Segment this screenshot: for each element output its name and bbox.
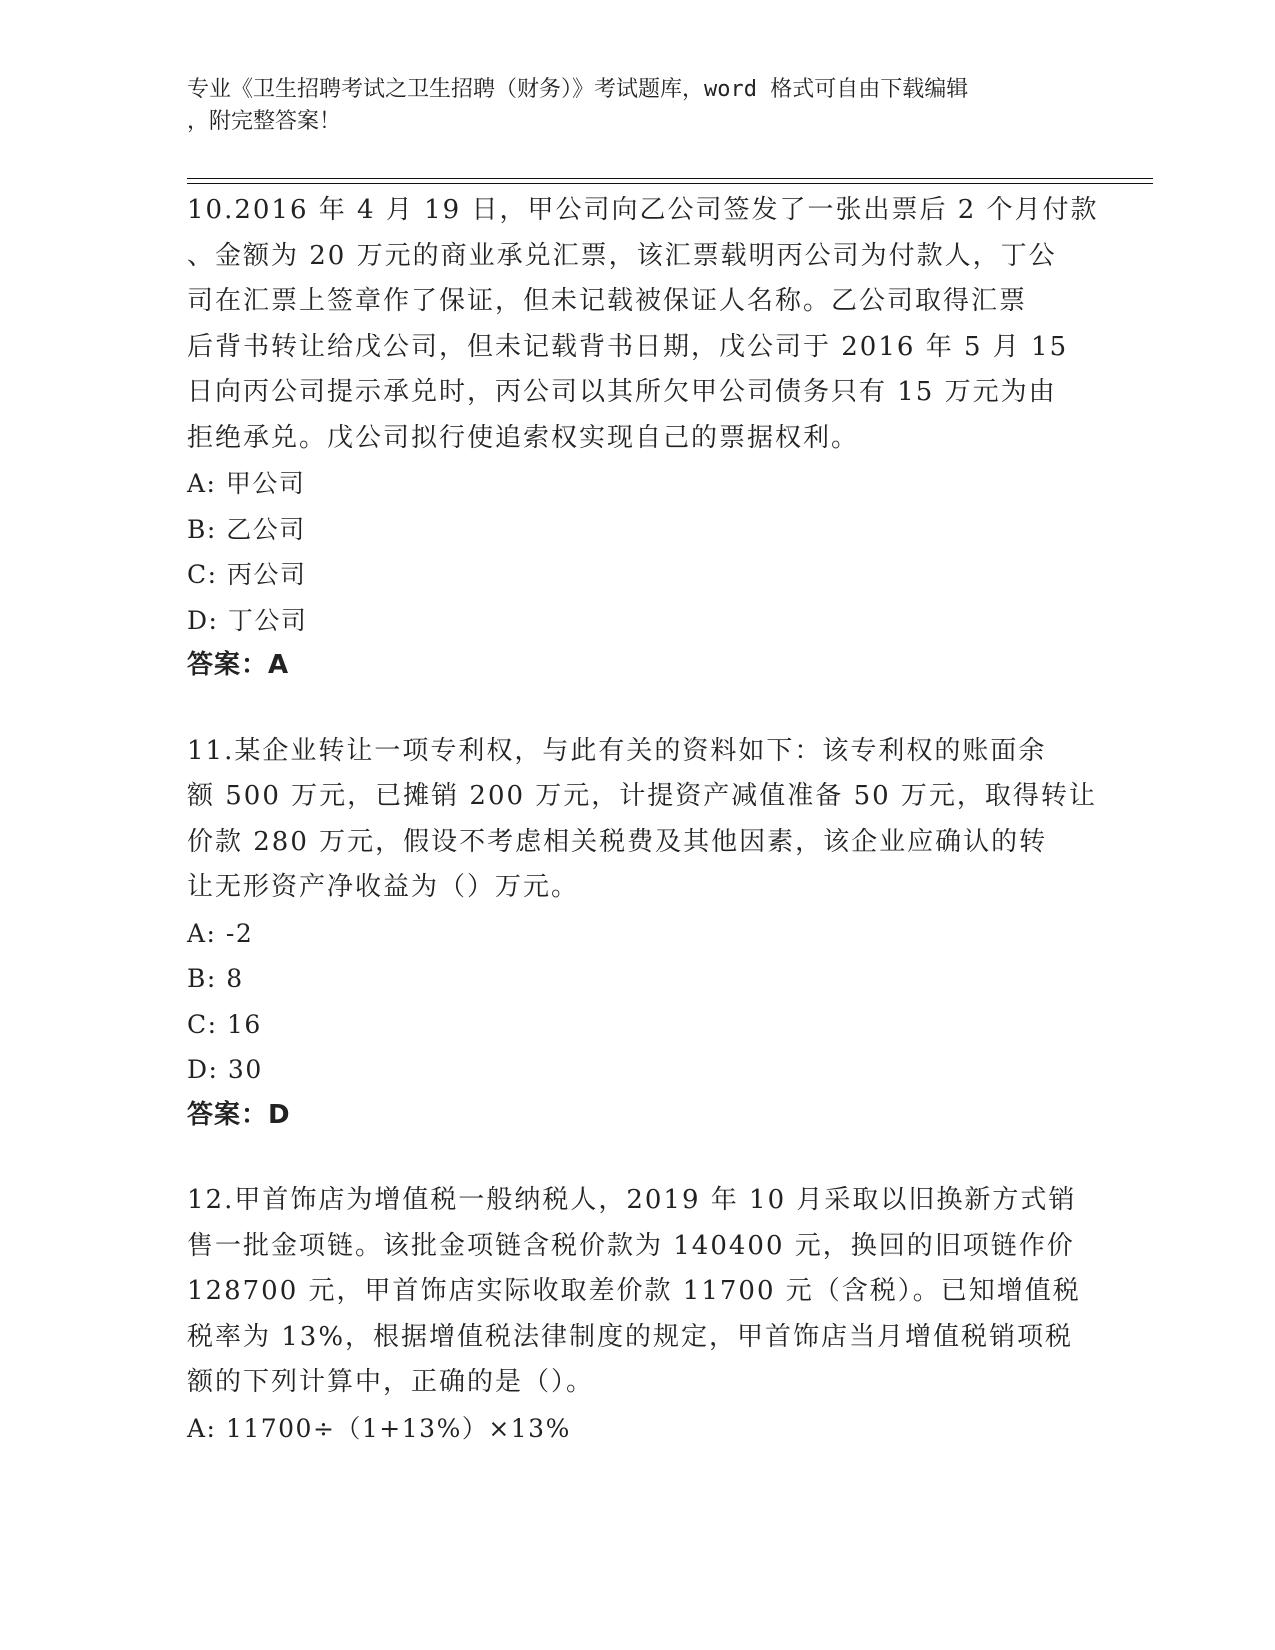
header-divider xyxy=(187,183,1153,184)
question-text-line: 让无形资产净收益为（）万元。 xyxy=(187,872,580,902)
question-text-line: 、金额为 20 万元的商业承兑汇票，该汇票载明丙公司为付款人，丁公 xyxy=(187,240,1057,271)
question-text-line: 12.甲首饰店为增值税一般纳税人，2019 年 10 月采取以旧换新方式销 xyxy=(187,1185,1077,1215)
answer-label: 答案：A xyxy=(187,650,290,680)
question-text-line: 10.2016 年 4 月 19 日，甲公司向乙公司签发了一张出票后 2 个月付款 xyxy=(187,195,1099,225)
question-gap xyxy=(187,689,1087,729)
header-divider xyxy=(187,178,1153,179)
question-11 xyxy=(187,729,1097,1139)
question-text-line: 司在汇票上签章作了保证，但未记载被保证人名称。乙公司取得汇票 xyxy=(187,286,1028,316)
question-text-line: 税率为 13%，根据增值税法律制度的规定，甲首饰店当月增值税销项税 xyxy=(187,1321,1074,1352)
option-c: C: 丙公司 xyxy=(187,560,307,589)
question-text-line: 价款 280 万元，假设不考虑相关税费及其他因素，该企业应确认的转 xyxy=(187,826,1048,857)
question-text-line: 售一批金项链。该批金项链含税价款为 140400 元，换回的旧项链作价 xyxy=(187,1230,1075,1261)
question-text-line: 128700 元，甲首饰店实际收取差价款 11700 元（含税）。已知增值税 xyxy=(187,1276,1081,1306)
question-text-line: 11.某企业转让一项专利权，与此有关的资料如下：该专利权的账面余 xyxy=(187,735,1047,766)
question-gap xyxy=(187,1138,1087,1178)
question-text-line: 额的下列计算中，正确的是（）。 xyxy=(187,1367,595,1397)
option-b: B: 乙公司 xyxy=(187,514,306,544)
question-12 xyxy=(187,1178,1087,1451)
option-d: D: 丁公司 xyxy=(187,605,308,635)
option-a: A: 11700÷（1+13%）×13% xyxy=(187,1413,571,1443)
question-text-line: 日向丙公司提示承兑时，丙公司以其所欠甲公司债务只有 15 万元为由 xyxy=(187,377,1057,407)
header-line: 专业《卫生招聘考试之卫生招聘（财务）》考试题库，word 格式可自由下载编辑 xyxy=(187,77,969,102)
header-line: ，附完整答案！ xyxy=(187,109,342,134)
question-text-line: 后背书转让给戊公司，但未记载背书日期，戊公司于 2016 年 5 月 15 xyxy=(187,331,1069,362)
document-header xyxy=(187,74,1067,138)
question-text-line: 拒绝承兑。戊公司拟行使追索权实现自己的票据权利。 xyxy=(187,422,860,453)
option-a: A: 甲公司 xyxy=(187,469,306,498)
option-c: C: 16 xyxy=(187,1009,262,1039)
answer-label: 答案：D xyxy=(187,1099,291,1130)
option-b: B: 8 xyxy=(187,964,244,993)
option-a: A: -2 xyxy=(187,918,254,948)
option-d: D: 30 xyxy=(187,1055,263,1084)
question-text-line: 额 500 万元，已摊销 200 万元，计提资产减值准备 50 万元，取得转让 xyxy=(187,781,1097,811)
question-10 xyxy=(187,188,1099,689)
question-list xyxy=(187,188,1099,1451)
